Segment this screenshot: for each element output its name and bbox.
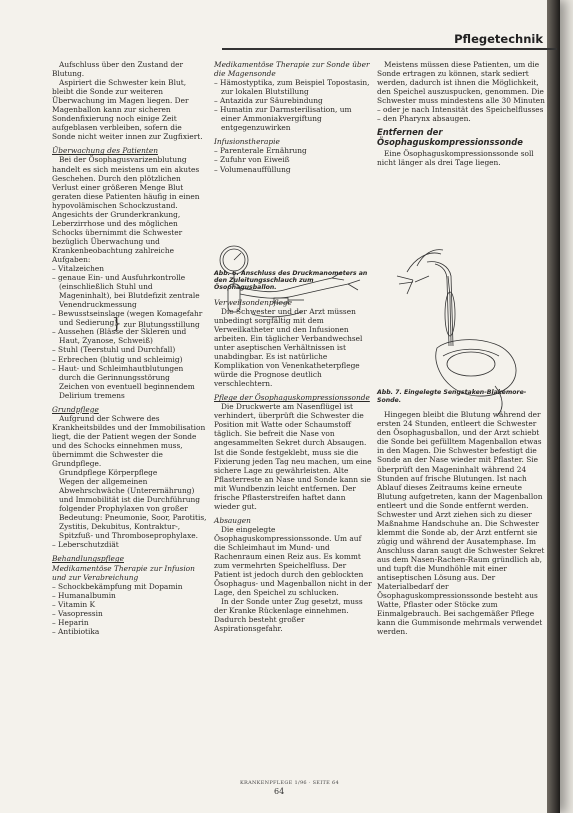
column-3-bottom-text	[377, 410, 545, 636]
text-line: Aufschluss über den Zustand der Blutung.	[52, 60, 184, 79]
bracket: } zur Blutungsstillung	[112, 314, 200, 332]
page-number: 64	[274, 787, 285, 796]
text-column-2	[214, 60, 372, 633]
figure-2-caption: Abb. 7. Eingelegte Sengstaken-Blakemore-Sonde.	[377, 389, 527, 404]
text-line: Die Schwester und der Arzt müssen unbedingt sorgfältig mit dem Verweilkatheter und den Infusionen arbeiten. Ein täglicher Verbandwechsel unter aseptischen Verhältnissen ist unabdingbar. Es ist natürliche Komplikation von Venenkatheterpflege würde die Prognose deutlich verschlechtern.	[214, 306, 363, 389]
text-line: – Zufuhr von Eiweiß	[214, 155, 290, 165]
text-line: – Vasopressin	[52, 608, 103, 618]
page-edge-shadow	[547, 0, 560, 813]
text-line: – Antibiotika	[52, 626, 100, 636]
text-line: – Bewusstseinslage (wegen Komagefahr und Sedierung)	[52, 309, 203, 328]
text-line: – Hämostyptika, zum Beispiel Topostasin, zur lokalen Blutstillung	[214, 78, 370, 97]
text-line: Bei der Ösophagusvarizenblutung handelt es sich meistens um ein akutes Geschehen. Durch den plötzlichen Verlust einer größeren Menge Blut geraten diese Patienten häufig in einen hypovolämischen Schockzustand. Angesichts der Grunderkrankung, Leberzirrhose und des möglichen Schocks übernimmt die Schwester bezüglich Überwachung und Krankenbeobachtung zahlreiche Aufgaben:	[52, 155, 200, 264]
bracket-label: zur Blutungsstillung	[123, 319, 200, 329]
figure-1-manometer-illustration	[214, 238, 372, 326]
text-line: Meistens müssen diese Patienten, um die Sonde ertragen zu können, stark sediert werden, dadurch ist ihnen die Möglichkeit, den Speichel auszuspucken, genommen. Die Schwester muss mindestens alle 30 Minuten – oder je nach Intensität des Speichelflusses – den Pharynx absaugen.	[377, 60, 545, 124]
text-line: Zeichen von eventuell beginnendem Delirium tremens	[59, 381, 195, 400]
text-line: Hingegen bleibt die Blutung während der ersten 24 Stunden, entleert die Schwester den Ösophagusballon, und der Arzt schiebt die Sonde bei gefülltem Magenballon etwas in den Magen. Die Schwester befestigt die Sonde an der Nase wieder mit Pflaster. Sie überprüft den Mageninhalt während 24 Stunden auf frische Blutungen. Ist nach Ablauf dieses Zeitraums keine erneute Blutung aufgetreten, kann der Magenballon entleert und die Sonde entfernt werden. Schwester und Arzt ziehen sich zu dieser Maßnahme Handschuhe an. Die Schwester klemmt die Sonde ab, der Arzt entfernt sie zügig und während der Ausatemphase. Im Anschluss daran saugt die Schwester Sekret aus dem Nasen-Rachen-Raum gründlich ab, und tupft die Mundhöhle mit einer antiseptischen Lösung aus. Der Materialbedarf der Ösophaguskompressionssonde besteht aus Watte, Pflaster oder Stöcke zum Einmalgebrauch. Bei sachgemäßer Pflege kann die Gummisonde mehrmals verwendet werden.	[377, 410, 545, 637]
text-line: – Heparin	[52, 617, 89, 627]
text-line: Pflege der Ösophaguskompressionssonde	[214, 393, 370, 403]
text-line: – Vitalzeichen	[52, 264, 105, 274]
text-line: Aspiriert die Schwester kein Blut, bleibt die Sonde zur weiteren Überwachung im Magen liegen. Der Magenballon kann zur sicheren Sondenfixierung noch einige Zeit aufgeblasen verbleiben, sofern die Sonde nicht weiter innen zur Zugfixiert.	[52, 78, 203, 142]
text-line: Absaugen	[214, 515, 251, 525]
section-title-entfernen: Entfernen der Ösophaguskompressionssonde	[377, 127, 523, 148]
text-line: – Stuhl (Teerstuhl und Durchfall)	[52, 345, 176, 355]
text-line: Die eingelegte Ösophaguskompressionssonde. Um auf die Schleimhaut im Mund- und Rachenraum einen Reiz aus. Es kommt zum vermehrten Speichelfluss. Der Patient ist jedoch durch den geblockten Ösophagus- und Magenballon nicht in der Lage, den Speichel zu schlucken.	[214, 524, 372, 598]
header-title: Pflegetechnik	[454, 32, 543, 46]
text-line: – Antazida zur Säurebindung	[214, 96, 323, 106]
footer-journal-line: KRANKENPFLEGE 1/96 · SEITE 64	[240, 780, 339, 786]
page-header	[222, 32, 557, 50]
column-2-top-text	[214, 60, 372, 174]
text-line: – Leberschutzdiät	[52, 540, 119, 550]
text-line: – genaue Ein- und Ausfuhrkontrolle (einschließlich Stuhl und Mageninhalt), bei Blutdefizit zentrale Venendruckmessung	[52, 273, 200, 310]
column-3-mid-text	[377, 149, 545, 167]
column-2-bottom-text	[214, 298, 372, 634]
text-line: – Vitamin K	[52, 599, 95, 609]
text-line: – Aussehen (Blässe der Skleren und Haut, Zyanose, Schweiß)	[52, 327, 187, 346]
text-line: – Humanalbumin	[52, 590, 116, 600]
text-line: Medikamentöse Therapie zur Infusion und zur Verabreichung	[52, 563, 195, 582]
text-line: – Volumenauffüllung	[214, 164, 291, 174]
text-line: Grundpflege	[52, 404, 99, 414]
text-line: Wegen der allgemeinen Abwehrschwäche (Unterernährung) und Immobilität ist die Durchführung folgender Prophylaxen von großer Bedeutung: Pneumonie, Soor, Parotitis, Zystitis, Dekubitus, Kontraktur-, Spitzfuß- und Thromboseprophylaxe.	[59, 477, 207, 541]
text-line: Eine Ösophaguskompressionssonde soll nicht länger als drei Tage liegen.	[377, 149, 534, 168]
text-line: Medikamentöse Therapie zur Sonde über die Magensonde	[214, 60, 370, 79]
text-line: – Parenterale Ernährung	[214, 146, 307, 156]
text-line: Die Druckwerte am Nasenflügel ist verhindert, überprüft die Schwester die Position mit Watte oder Schaumstoff täglich. Sie befreit die Nase von angesammelten Sekret durch Absaugen. Ist die Sonde festgeklebt, muss sie die Fixierung jeden Tag neu machen, um eine sichere Lage zu gewährleisten. Alte Pflasterreste an Nase und Sonde kann sie mit Wundbenzin leicht entfernen. Der frische Pflasterstreifen haftet dann wieder gut.	[214, 402, 372, 511]
text-line: – Schockbekämpfung mit Dopamin	[52, 581, 183, 591]
text-line: Infusionstherapie	[214, 137, 280, 147]
text-column-1	[52, 60, 207, 636]
text-line: – Haut- und Schleimhautblutungen durch die Gerinnungsstörung	[52, 363, 184, 382]
text-line: In der Sonde unter Zug gesetzt, muss der Kranke Rückenlage einnehmen. Dadurch besteht großer Aspirationsgefahr.	[214, 597, 363, 634]
text-line: Behandlungspflege	[52, 554, 125, 564]
text-line: – Humatin zur Darmsterilisation, um einer Ammoniakvergiftung entgegenzuwirken	[214, 105, 352, 133]
text-line: Überwachung des Patienten	[52, 146, 158, 156]
figure-2-sonde-illustration	[377, 236, 545, 432]
text-line: – Erbrechen (blutig und schleimig)	[52, 354, 183, 364]
column-3-top-text	[377, 60, 545, 123]
figure-1-caption: Abb. 6. Anschluss des Druckmanometers an den Zuleitungsschlauch zum Ösophagusballon.	[214, 269, 368, 292]
text-line: Aufgrund der Schwere des Krankheitsbildes und der Immobilisation liegt, die der Patient wegen der Sonde und des Schocks einnehmen muss, übernimmt die Schwester die Grundpflege.	[52, 413, 206, 469]
text-line: Grundpflege Körperpflege	[59, 468, 158, 478]
text-line: Verweilsondenpflege	[214, 297, 292, 307]
